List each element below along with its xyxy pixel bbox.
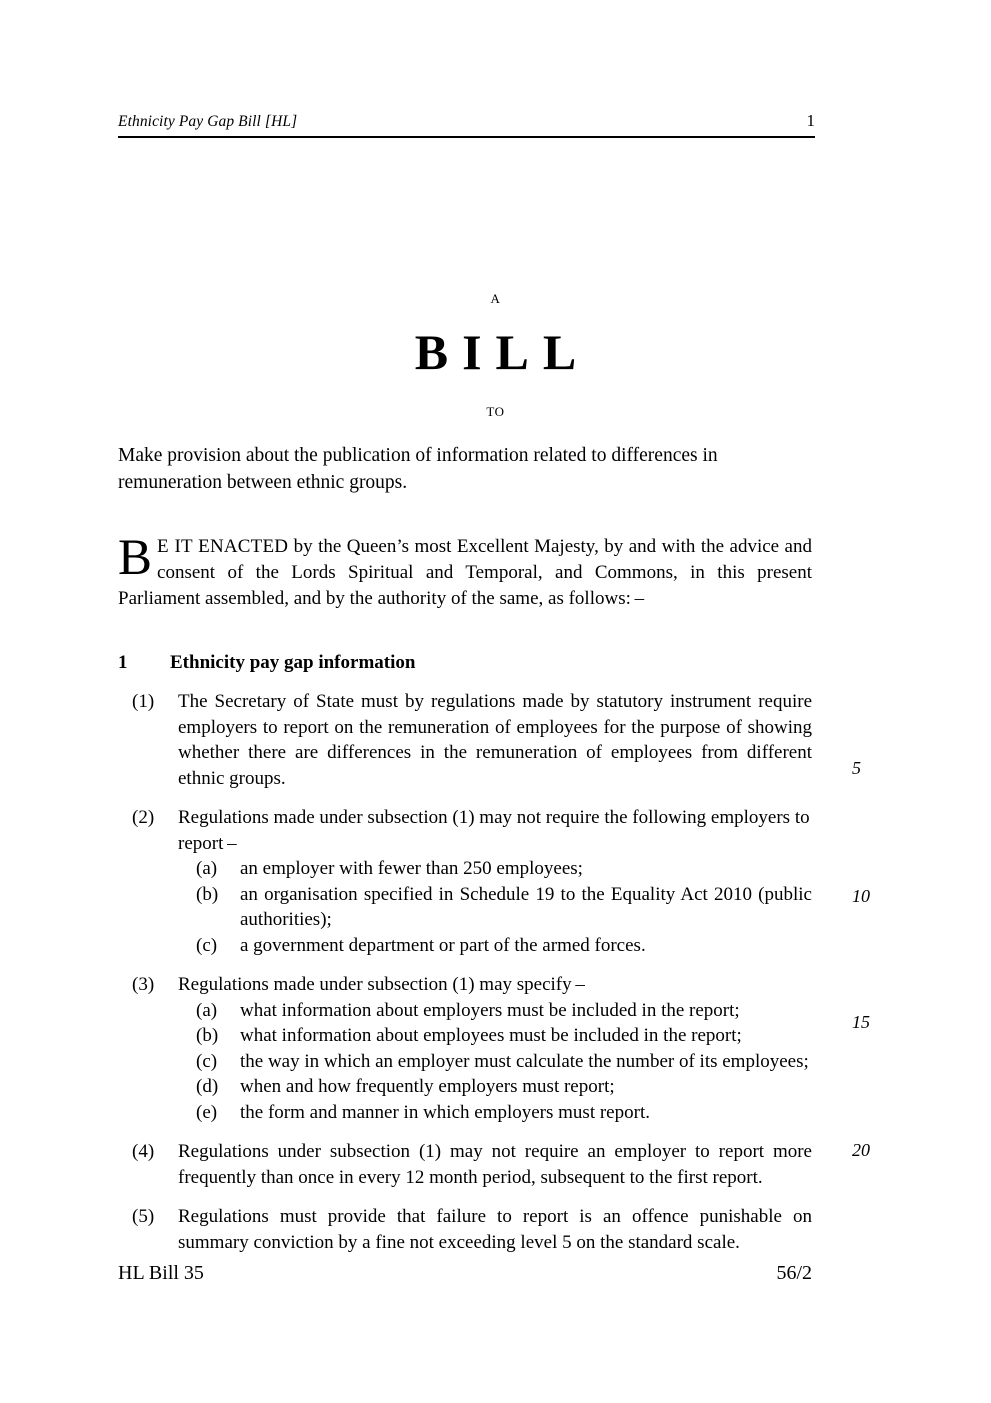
paragraph-letter: (a) — [196, 999, 218, 1021]
enacting-dropcap: B — [118, 530, 153, 586]
subsection-text: Regulations made under subsection (1) may specify – — [178, 974, 585, 995]
title-article: A — [490, 291, 501, 306]
subsection-number: (3) — [132, 974, 155, 995]
paragraph-text: the form and manner in which employers must report. — [240, 1101, 650, 1123]
title-block — [0, 292, 991, 418]
paragraph-text: the way in which an employer must calculate the number of its employees; — [240, 1050, 809, 1072]
line-number: 20 — [852, 1140, 870, 1160]
line-number: 5 — [852, 758, 861, 778]
paragraph-list — [118, 998, 878, 1126]
paragraph-item — [178, 998, 812, 1024]
subsection-text: Regulations under subsection (1) may not require an employer to report more frequently than once in every 12 month period, subsequent to the first report. — [178, 1141, 812, 1188]
paragraph-letter: (d) — [196, 1076, 219, 1097]
line-number: 15 — [852, 1012, 870, 1032]
running-header-title: Ethnicity Pay Gap Bill [HL] — [118, 113, 298, 130]
subsection-number: (1) — [132, 691, 155, 712]
bill-reference: HL Bill 35 — [118, 1262, 204, 1284]
page-footer — [118, 1262, 812, 1285]
paragraph-letter: (a) — [196, 858, 218, 879]
paragraph-item — [178, 1049, 812, 1075]
subsection-1 — [118, 689, 878, 791]
paragraph-text: what information about employees must be included in the report; — [240, 1025, 742, 1046]
subsection-number: (4) — [132, 1141, 155, 1162]
paragraph-text: an organisation specified in Schedule 19 to the Equality Act 2010 (public authorities); — [240, 883, 812, 930]
subsection-5 — [118, 1204, 878, 1255]
paragraph-item — [178, 1074, 812, 1100]
subsection-number: (2) — [132, 807, 155, 828]
header-rule — [118, 136, 815, 138]
running-header — [118, 112, 815, 131]
subsection-text: Regulations must provide that failure to report is an offence punishable on summary conviction by a fine not exceeding level 5 on the standard scale. — [178, 1206, 812, 1253]
paragraph-letter: (c) — [196, 1050, 218, 1072]
subsection-2 — [118, 805, 878, 958]
paragraph-letter: (e) — [196, 1101, 218, 1123]
section-heading — [118, 650, 878, 675]
title-to-word: TO — [486, 404, 505, 419]
line-number: 10 — [852, 886, 870, 906]
paragraph-item — [178, 1023, 812, 1049]
title-bill-word: BILL — [414, 324, 591, 380]
enacting-smallcaps: E IT ENACTED — [157, 536, 289, 557]
page-number: 1 — [806, 111, 815, 130]
paragraph-item — [178, 1100, 812, 1126]
subsection-3 — [118, 972, 878, 1125]
bill-body — [118, 650, 878, 1269]
paragraph-letter: (c) — [196, 934, 218, 956]
enacting-text: by the Queen’s most Excellent Majesty, by and with the advice and consent of the Lords Spiritual and Temporal, and Commons, in this present Parliament assembled, and by the authority of the same, as follows: – — [118, 536, 812, 609]
paragraph-item — [178, 933, 812, 959]
paragraph-letter: (b) — [196, 883, 219, 905]
paragraph-item — [178, 882, 812, 933]
subsection-number: (5) — [132, 1206, 155, 1227]
subsection-text: The Secretary of State must by regulations made by statutory instrument require employers to report on the remuneration of employees for the purpose of showing whether there are differences in the remuneration of employees from different ethnic groups. — [178, 691, 812, 789]
subsection-4 — [118, 1139, 878, 1190]
paragraph-text: what information about employers must be included in the report; — [240, 999, 740, 1021]
paragraph-letter: (b) — [196, 1025, 219, 1046]
paragraph-list — [118, 856, 878, 958]
subsection-text: Regulations made under subsection (1) may not require the following employers to report – — [178, 807, 810, 854]
paragraph-text: when and how frequently employers must report; — [240, 1076, 615, 1097]
bill-session-number: 56/2 — [776, 1262, 812, 1284]
enacting-formula — [118, 530, 812, 612]
paragraph-item — [178, 856, 812, 882]
section-title: Ethnicity pay gap information — [170, 652, 416, 673]
paragraph-text: a government department or part of the armed forces. — [240, 934, 646, 956]
paragraph-text: an employer with fewer than 250 employees; — [240, 858, 583, 879]
long-title: Make provision about the publication of information related to differences in remuneration between ethnic groups. — [118, 445, 718, 493]
section-number: 1 — [118, 652, 128, 673]
